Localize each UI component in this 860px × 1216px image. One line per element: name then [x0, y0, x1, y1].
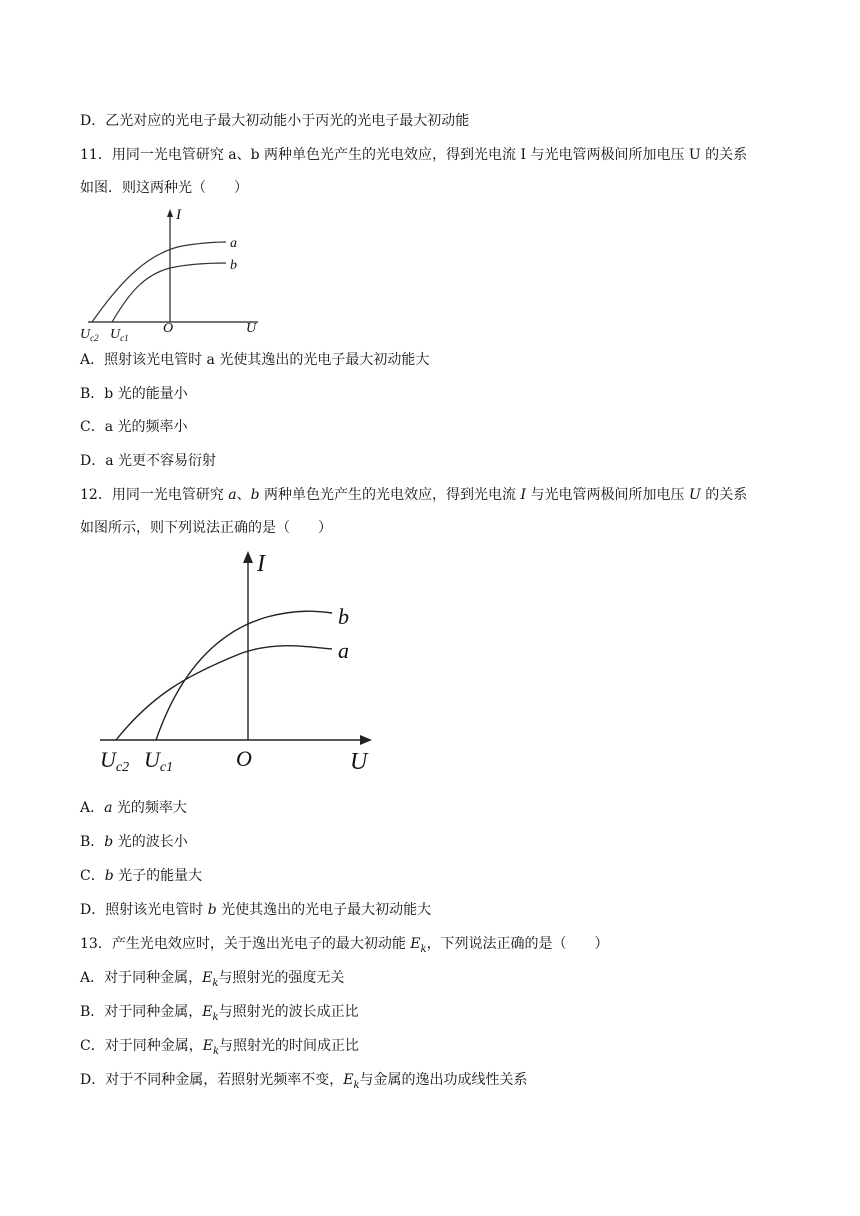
figure-12-iu-graph	[92, 545, 382, 780]
x-axis-label: U	[246, 321, 257, 336]
curve-a-label: a	[338, 638, 349, 663]
origin-label: O	[236, 746, 252, 771]
question-12-option-c: C．b 光子的能量大	[80, 868, 203, 884]
question-11-stem: 11．用同一光电管研究 a、b 两种单色光产生的光电效应，得到光电流 I 与光电管两极间所加电压 U 的关系	[80, 147, 748, 163]
curve-a	[92, 242, 226, 322]
question-11-option-d: D．a 光更不容易衍射	[80, 453, 217, 469]
x-axis-label: U	[350, 749, 368, 775]
question-10-option-d: D．乙光对应的光电子最大初动能小于丙光的光电子最大初动能	[80, 113, 470, 129]
y-axis-label: I	[257, 551, 265, 577]
origin-label: O	[163, 321, 174, 336]
curve-b	[112, 263, 226, 322]
curve-b-label: b	[338, 604, 349, 629]
y-axis-arrow	[167, 209, 173, 217]
x-axis-arrow	[360, 735, 372, 745]
curve-a-label: a	[230, 236, 237, 251]
question-13-option-a: A．对于同种金属，$E_k$与照射光的强度无关	[80, 970, 345, 989]
question-11-stem-cont: 如图．则这两种光（ ）	[80, 180, 248, 196]
question-12-stem: 12．用同一光电管研究 a、b 两种单色光产生的光电效应，得到光电流 I 与光电管两极间所加电压 U 的关系	[80, 487, 748, 503]
curve-b	[156, 611, 332, 740]
question-11-option-b: B．b 光的能量小	[80, 386, 188, 402]
question-12-option-a: A．a 光的频率大	[80, 800, 187, 816]
curve-a	[116, 646, 332, 740]
uc1-label: $U_{c1}$	[110, 327, 129, 343]
question-12-option-d: D．照射该光电管时 b 光使其逸出的光电子最大初动能大	[80, 902, 432, 918]
question-13-option-b: B．对于同种金属，$E_k$与照射光的波长成正比	[80, 1004, 359, 1023]
question-13-option-c: C．对于同种金属，$E_k$与照射光的时间成正比	[80, 1038, 360, 1057]
y-axis-arrow	[243, 551, 253, 563]
question-12-option-b: B．b 光的波长小	[80, 834, 188, 850]
question-11-option-a: A．照射该光电管时 a 光使其逸出的光电子最大初动能大	[80, 352, 430, 368]
uc2-label: Uc2	[100, 747, 130, 775]
question-12-stem-cont: 如图所示，则下列说法正确的是（ ）	[80, 520, 332, 536]
question-11-option-c: C．a 光的频率小	[80, 419, 188, 435]
question-13-option-d: D．对于不同种金属，若照射光频率不变，$E_k$与金属的逸出功成线性关系	[80, 1072, 528, 1091]
uc2-label: $U_{c2}$	[80, 327, 99, 343]
question-13-stem: 13．产生光电效应时，关于逸出光电子的最大初动能 $E_k$，下列说法正确的是（ ）	[80, 936, 609, 955]
figure-11-iu-graph	[78, 205, 268, 345]
curve-b-label: b	[230, 258, 237, 273]
y-axis-label: I	[176, 207, 181, 223]
uc1-label: Uc1	[144, 747, 174, 775]
